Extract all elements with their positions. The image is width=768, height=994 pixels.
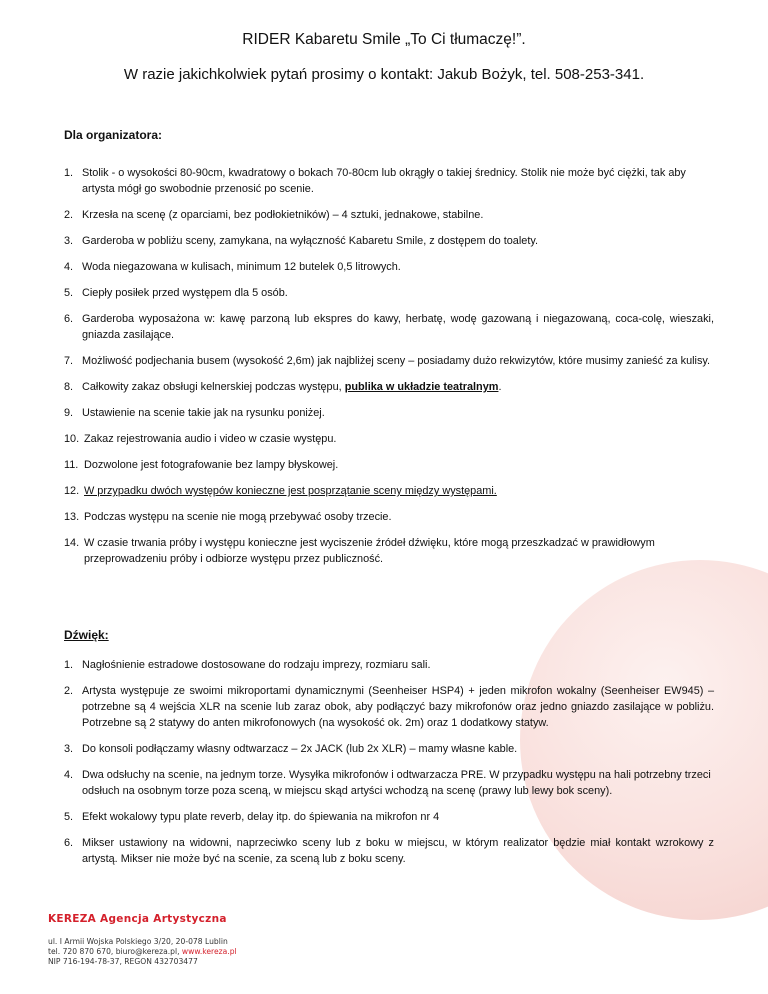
list-item: 4. Dwa odsłuchy na scenie, na jednym torze. Wysyłka mikrofonów i odtwarzacza PRE. W przypadku występu na hali potrzebny trzeci odsłuch na osobnym torze poza sceną, w miejscu skąd artyści wchodzą na scenę (prawy lub lewy bok sceny). bbox=[64, 769, 711, 797]
footer bbox=[48, 913, 237, 967]
list-item: 2. Artysta występuje ze swoimi mikroportami dynamicznymi (Seenheiser HSP4) + jeden mikrofon wokalny (Seenheiser EW945) – potrzebne są 4 wejścia XLR na scenie lub zaraz obok, aby podłączyć bazy mikrofonów oraz jedno gniazdo zasilające w pobliżu. Potrzebne są 2 statywy do anten mikrofonowych (na wysokość ok. 2m) oraz 1 dodatkowy statyw. bbox=[64, 685, 714, 729]
list-item: 11. Dozwolone jest fotografowanie bez lampy błyskowej. bbox=[64, 459, 339, 471]
contact-line: W razie jakichkolwiek pytań prosimy o kontakt: Jakub Bożyk, tel. 508-253-341. bbox=[123, 66, 645, 83]
footer-brand: KEREZA Agencja Artystyczna bbox=[48, 913, 227, 925]
list-item: 6. Garderoba wyposażona w: kawę parzoną lub ekspres do kawy, herbatę, wodę gazowaną i niegazowaną, coca-colę, wieszaki, gniazda zasilające. bbox=[64, 313, 714, 341]
list-item: 8. Całkowity zakaz obsługi kelnerskiej podczas występu, publika w układzie teatralnym. bbox=[64, 381, 502, 393]
list-item: 2. Krzesła na scenę (z oparciami, bez podłokietników) – 4 sztuki, jednakowe, stabilne. bbox=[64, 209, 484, 221]
footer-registry: NIP 716-194-78-37, REGON 432703477 bbox=[48, 957, 198, 966]
footer-contact: tel. 720 870 670, biuro@kereza.pl, www.kereza.pl bbox=[48, 947, 237, 956]
sound-list bbox=[64, 657, 714, 877]
list-item: 3. Garderoba w pobliżu sceny, zamykana, na wyłączność Kabaretu Smile, z dostępem do toalety. bbox=[64, 235, 539, 247]
list-item: 3. Do konsoli podłączamy własny odtwarzacz – 2x JACK (lub 2x XLR) – mamy własne kable. bbox=[64, 743, 518, 755]
list-item: 9. Ustawienie na scenie takie jak na rysunku poniżej. bbox=[64, 407, 325, 419]
list-item: 1. Nagłośnienie estradowe dostosowane do rodzaju imprezy, rozmiaru sali. bbox=[64, 659, 431, 671]
list-item: 13. Podczas występu na scenie nie mogą przebywać osoby trzecie. bbox=[64, 511, 392, 523]
list-item: 6. Mikser ustawiony na widowni, naprzeciwko sceny lub z boku w miejscu, w którym realizator będzie miał kontakt wzrokowy z artystą. Mikser nie może być na scenie, za sceną lub z boku sceny. bbox=[64, 837, 714, 865]
list-item: 1. Stolik - o wysokości 80-90cm, kwadratowy o bokach 70-80cm lub okrągły o takiej średnicy. Stolik nie może być ciężki, tak aby artysta mógł go swobodnie przenosić po scenie. bbox=[64, 167, 686, 195]
organizer-heading: Dla organizatora: bbox=[64, 128, 163, 142]
footer-contact-block bbox=[48, 937, 237, 967]
list-item: 4. Woda niegazowana w kulisach, minimum 12 butelek 0,5 litrowych. bbox=[64, 261, 401, 273]
organizer-list bbox=[64, 165, 714, 577]
list-item: 5. Efekt wokalowy typu plate reverb, delay itp. do śpiewania na mikrofon nr 4 bbox=[64, 811, 440, 823]
document-title: RIDER Kabaretu Smile „To Ci tłumaczę!”. bbox=[242, 31, 526, 48]
list-item: 10. Zakaz rejestrowania audio i video w czasie występu. bbox=[64, 433, 337, 445]
list-item: 12. W przypadku dwóch występów konieczne jest posprzątanie sceny między występami. bbox=[64, 485, 497, 497]
emphasis-text: publika w układzie teatralnym bbox=[344, 381, 499, 393]
list-item: 14. W czasie trwania próby i występu konieczne jest wyciszenie źródeł dźwięku, które mogą przeszkadzać w prawidłowym przeprowadzeniu próby i odbiorze występu przez publiczność. bbox=[64, 537, 655, 565]
list-item: 5. Ciepły posiłek przed występem dla 5 osób. bbox=[64, 287, 288, 299]
website-link[interactable]: www.kereza.pl bbox=[181, 947, 237, 956]
list-item: 7. Możliwość podjechania busem (wysokość 2,6m) jak najbliżej sceny – posiadamy dużo rekwizytów, które musimy zanieść za kulisy. bbox=[64, 355, 711, 367]
sound-heading: Dźwięk: bbox=[64, 628, 109, 642]
footer-address: ul. I Armii Wojska Polskiego 3/20, 20-078 Lublin bbox=[48, 937, 228, 946]
